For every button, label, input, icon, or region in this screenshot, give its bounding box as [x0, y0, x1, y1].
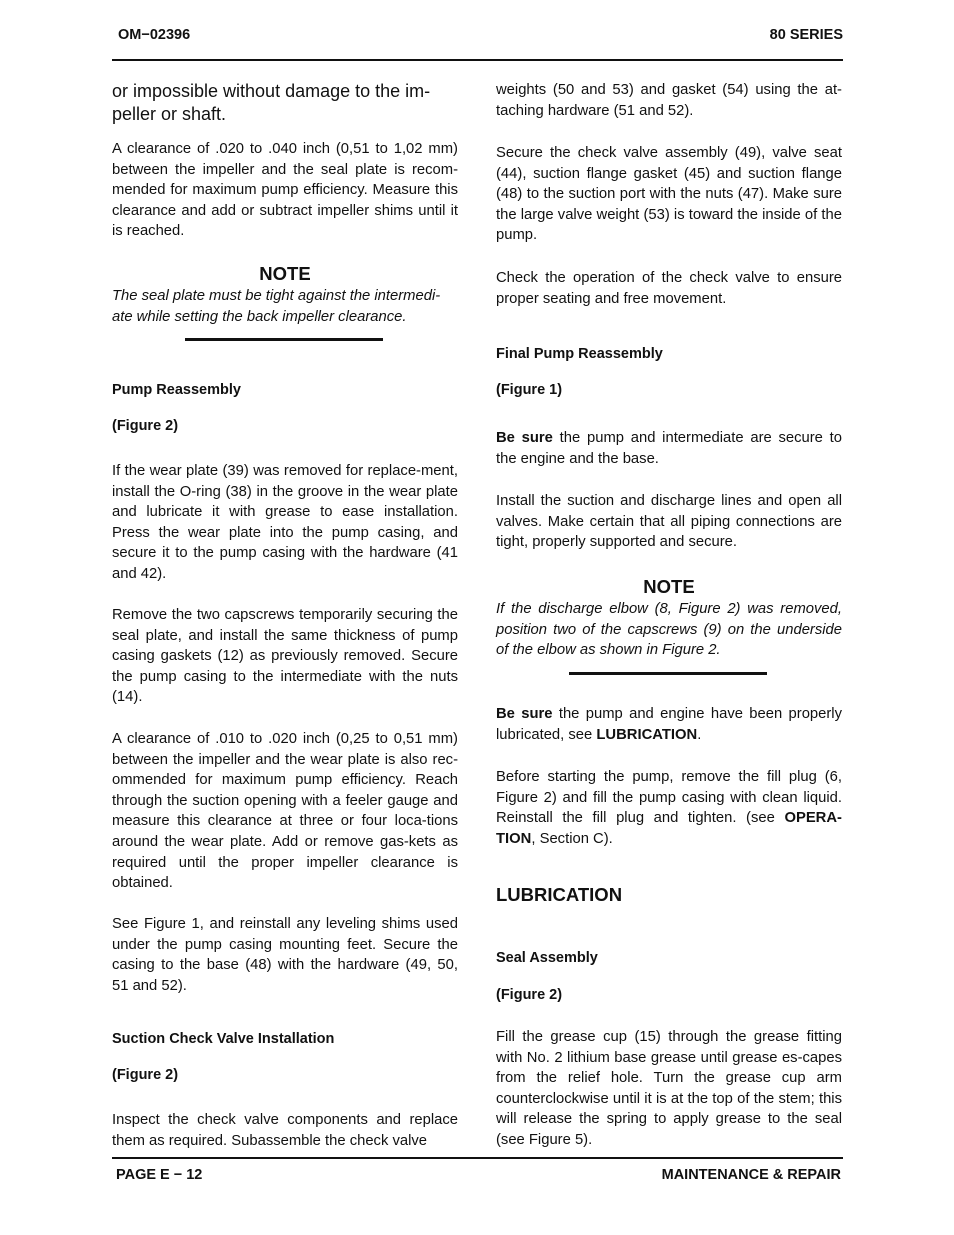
section-title: MAINTENANCE & REPAIR	[661, 1167, 841, 1183]
figure-reference: (Figure 2)	[112, 1067, 179, 1083]
check-valve-heading: Suction Check Valve Installation	[112, 1031, 335, 1047]
page-header	[112, 26, 843, 46]
note-title: NOTE	[259, 263, 311, 284]
figure-reference: (Figure 1)	[496, 382, 563, 398]
lubricated-paragraph: Be sure the pump and engine have been properly lubricated, see LUBRICATION.	[496, 706, 842, 743]
note-text: If the discharge elbow (8, Figure 2) was removed, position two of the capscrews (9) on the underside of the elbow as shown in Figure 2.	[496, 601, 842, 659]
document-number: OM−02396	[118, 27, 191, 43]
seal-assembly-heading: Seal Assembly	[496, 950, 598, 966]
figure-reference: (Figure 2)	[496, 987, 563, 1003]
secure-pump-paragraph: Be sure the pump and intermediate are secure to the engine and the base.	[496, 430, 842, 467]
note-text: The seal plate must be tight against the intermedi-ate while setting the back impeller clearance.	[112, 288, 441, 325]
continued-paragraph: or impossible without damage to the im-peller or shaft.	[112, 81, 431, 124]
fill-plug-paragraph: Before starting the pump, remove the fill plug (6, Figure 2) and fill the pump casing with clean liquid. Reinstall the fill plug and tighten. (see OPERA-TION, Section C).	[496, 769, 842, 847]
grease-cup-paragraph: Fill the grease cup (15) through the grease fitting with No. 2 lithium base grease until grease es-capes from the relief hole. Turn the grease cup arm counterclockwise until it is at the top of the stem; this will release the spring to apply grease to the seal (see Figure 5).	[496, 1029, 842, 1148]
secure-check-valve-paragraph: Secure the check valve assembly (49), valve seat (44), suction flange gasket (45) and suction flange (48) to the suction port with the nuts (47). Make sure the large valve weight (53) is toward the inside of the pump.	[496, 145, 842, 244]
check-operation-paragraph: Check the operation of the check valve to ensure proper seating and free movement.	[496, 270, 842, 307]
header-rule	[112, 59, 843, 61]
page-footer	[112, 1166, 843, 1186]
series-label: 80 SERIES	[769, 27, 843, 43]
be-sure-emphasis: Be sure	[496, 430, 553, 446]
wear-plate-paragraph: If the wear plate (39) was removed for replace-ment, install the O-ring (38) in the groove in the wear plate and lubricate it with grease to ease installation. Press the wear plate into the pump casing, and secure it to the pump casing with the hardware (41 and 42).	[112, 463, 458, 582]
leveling-shims-paragraph: See Figure 1, and reinstall any leveling shims used under the pump casing mounting feet. Secure the casing to the base (48) with the hardware (49, 50, 51 and 52).	[112, 916, 458, 994]
note-title: NOTE	[643, 576, 695, 597]
final-reassembly-heading: Final Pump Reassembly	[496, 346, 663, 362]
wear-plate-clearance-paragraph: A clearance of .010 to .020 inch (0,25 to 0,51 mm) between the impeller and the wear plate is also rec-ommended for maximum pump efficiency. Reach through the suction opening with a feeler gauge and measure this clearance at three or four loca-tions around the wear plate. Add or remove gas-kets as required until the proper impeller clearance is obtained.	[112, 731, 458, 892]
install-lines-paragraph: Install the suction and discharge lines and open all valves. Make certain that all piping connections are tight, properly supported and secure.	[496, 493, 842, 551]
be-sure-emphasis: Be sure	[496, 706, 553, 722]
capscrews-paragraph: Remove the two capscrews temporarily securing the seal plate, and install the same thickness of pump casing gaskets (12) as previously removed. Secure the pump casing to the intermediate with the nuts (14).	[112, 607, 458, 706]
figure-reference: (Figure 2)	[112, 418, 179, 434]
footer-rule	[112, 1157, 843, 1159]
note-rule	[569, 672, 767, 675]
lubrication-reference: LUBRICATION	[596, 726, 698, 743]
impeller-clearance-paragraph: A clearance of .020 to .040 inch (0,51 to 1,02 mm) between the impeller and the seal plate is recom-mended for maximum pump efficiency. Measure this clearance and add or subtract impeller shims until it is reached.	[112, 141, 458, 240]
inspect-check-valve-paragraph: Inspect the check valve components and replace them as required. Subassemble the check valve	[112, 1112, 458, 1149]
page-number: PAGE E − 12	[116, 1167, 203, 1183]
lubrication-heading: LUBRICATION	[496, 884, 623, 905]
valve-weights-paragraph: weights (50 and 53) and gasket (54) using the at-taching hardware (51 and 52).	[496, 82, 842, 119]
pump-reassembly-heading: Pump Reassembly	[112, 382, 241, 398]
operation-reference: OPERA-TION	[496, 810, 842, 847]
note-rule	[185, 338, 383, 341]
